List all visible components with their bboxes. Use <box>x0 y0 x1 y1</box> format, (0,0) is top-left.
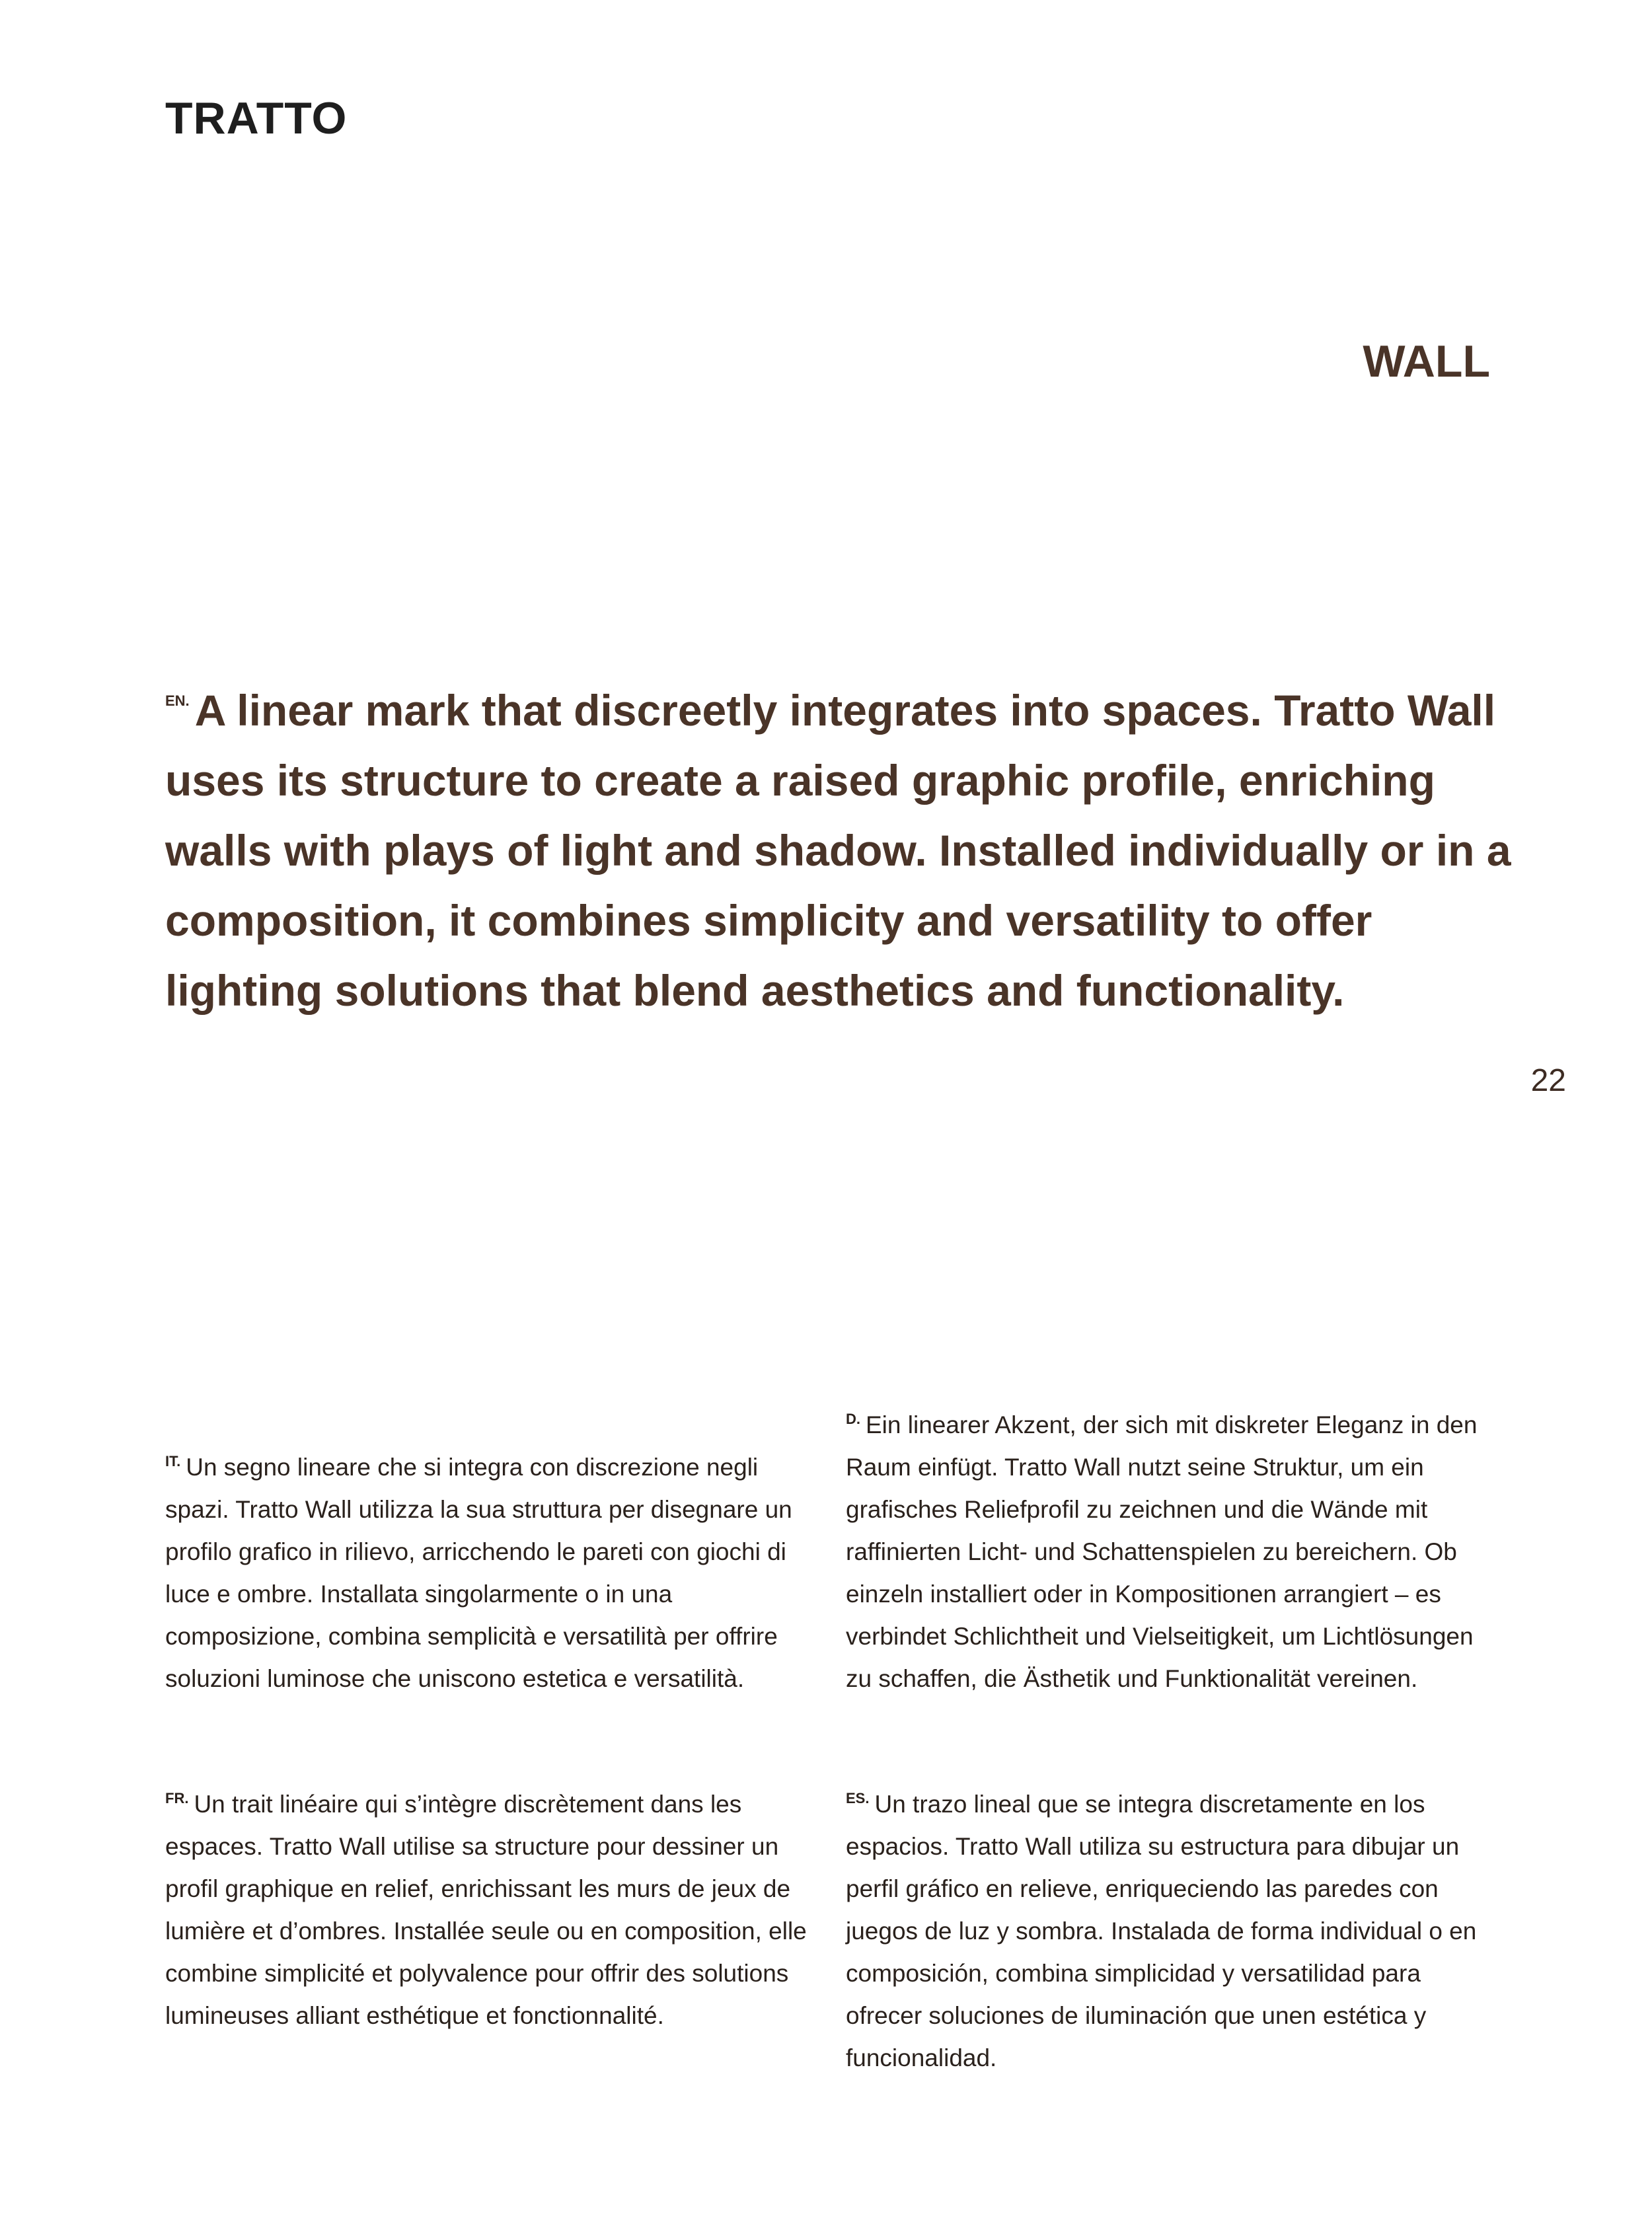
lang-tag-it: IT. <box>165 1453 181 1469</box>
paragraph-it-text: Un segno lineare che si integra con discrezione negli spazi. Tratto Wall utilizza la sua struttura per disegnare un profilo grafico in rilievo, arricchendo le pareti con giochi di luce e ombre. Installata singolarmente o in una composizione, combina semplicità e versatilità per offrire soluzioni luminose che uniscono estetica e versatilità. <box>165 1454 792 1692</box>
paragraph-it <box>165 1440 813 1700</box>
page-number: 22 <box>1530 1063 1566 1098</box>
lang-tag-fr: FR. <box>165 1790 189 1806</box>
lead-paragraph-en <box>165 666 1520 1025</box>
product-title: WALL <box>1363 336 1490 387</box>
brand-title: TRATTO <box>165 93 348 143</box>
lead-text: A linear mark that discreetly integrates into spaces. Tratto Wall uses its structure to create a raised graphic profile, enriching walls with plays of light and shadow. Installed individually or in a composition, it combines simplicity and versatility to offer lighting solutions that blend aesthetics and functionality. <box>165 686 1511 1015</box>
lang-tag-es: ES. <box>846 1790 870 1806</box>
lang-tag-en: EN. <box>165 692 190 709</box>
paragraph-fr <box>165 1777 813 2037</box>
lang-tag-de: D. <box>846 1411 860 1427</box>
paragraph-de-text: Ein linearer Akzent, der sich mit diskreter Eleganz in den Raum einfügt. Tratto Wall nutzt seine Struktur, um ein grafisches Reliefprofil zu zeichnen und die Wände mit raffinierten Licht- und Schattenspielen zu bereichern. Ob einzeln installiert oder in Kompositionen arrangiert – es verbindet Schlichtheit und Vielseitigkeit, um Lichtlösungen zu schaffen, die Ästhetik und Funktionalität vereinen. <box>846 1411 1478 1692</box>
paragraph-es-text: Un trazo lineal que se integra discretamente en los espacios. Tratto Wall utiliza su estructura para dibujar un perfil gráfico en relieve, enriqueciendo las paredes con juegos de luz y sombra. Instalada de forma individual o en composición, combina simplicidad y versatilidad para ofrecer soluciones de iluminación que unen estética y funcionalidad. <box>846 1791 1477 2071</box>
paragraph-fr-text: Un trait linéaire qui s’intègre discrètement dans les espaces. Tratto Wall utilise sa structure pour dessiner un profil graphique en relief, enrichissant les murs de jeux de lumière et d’ombres. Installée seule ou en composition, elle combine simplicité et polyvalence pour offrir des solutions lumineuses alliant esthétique et fonctionnalité. <box>165 1791 807 2029</box>
paragraph-de <box>846 1398 1493 1700</box>
paragraph-es <box>846 1777 1493 2079</box>
